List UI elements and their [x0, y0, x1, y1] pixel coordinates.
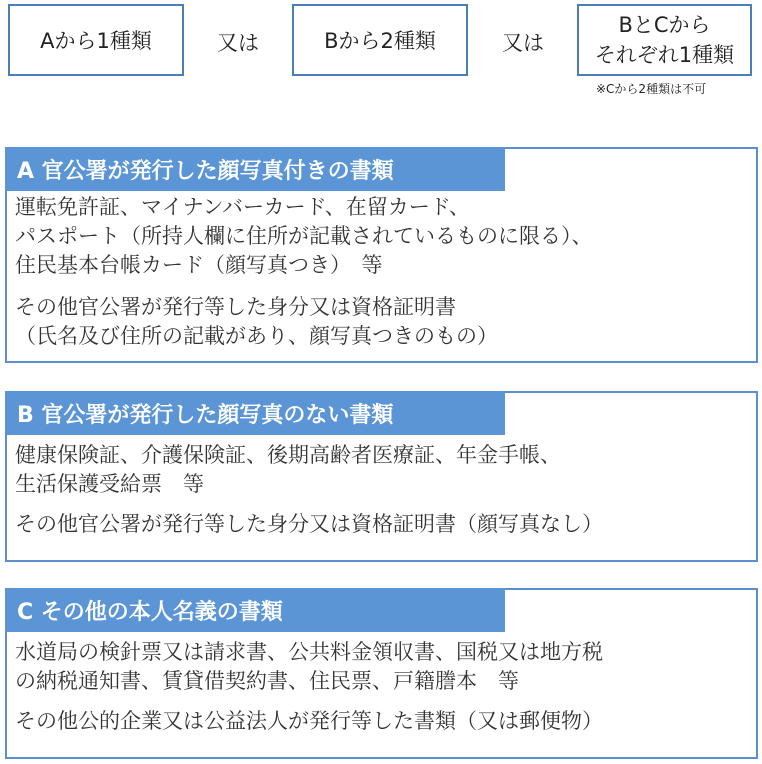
- section-c-other: その他公的企業又は公益法人が発行等した書類（又は郵便物）: [15, 709, 603, 733]
- section-c-title: C その他の本人名義の書類: [17, 599, 283, 625]
- section-a-body: [15, 193, 750, 351]
- section-c: [5, 588, 758, 759]
- section-b-header: [5, 391, 505, 435]
- option-bc-label-line1: BとCから: [618, 13, 711, 37]
- section-b-body: [15, 441, 750, 539]
- section-b: [5, 391, 758, 562]
- or-label-2: 又は: [502, 31, 544, 55]
- option-b-label: Bから2種類: [324, 29, 436, 53]
- section-a-examples: 運転免許証、マイナンバーカード、在留カード、 パスポート（所持人欄に住所が記載されているものに限る）、 住民基本台帳カード（顔写真つき） 等: [15, 195, 593, 277]
- option-a-label: Aから1種類: [40, 29, 152, 53]
- option-a-box: [8, 4, 184, 76]
- section-a: [5, 147, 758, 363]
- section-b-other: その他官公署が発行等した身分又は資格証明書（顔写真なし）: [15, 512, 603, 536]
- section-a-header: [5, 147, 505, 191]
- section-c-examples: 水道局の検針票又は請求書、公共料金領収書、国税又は地方税 の納税通知書、賃貸借契約書、住民票、戸籍謄本 等: [15, 640, 603, 693]
- section-b-examples: 健康保険証、介護保険証、後期高齢者医療証、年金手帳、 生活保護受給票 等: [15, 443, 561, 496]
- section-c-header: [5, 588, 505, 632]
- option-c-note: ※Cから2種類は不可: [596, 82, 707, 96]
- or-label-1: 又は: [217, 31, 259, 55]
- section-c-body: [15, 638, 750, 736]
- option-bc-box: [577, 4, 752, 76]
- option-b-box: [292, 4, 468, 76]
- section-b-title: B 官公署が発行した顔写真のない書類: [17, 402, 394, 428]
- section-a-title: A 官公署が発行した顔写真付きの書類: [17, 158, 394, 184]
- option-bc-label-line2: それぞれ1種類: [594, 43, 735, 67]
- section-a-other: その他官公署が発行等した身分又は資格証明書 （氏名及び住所の記載があり、顔写真つきのもの）: [15, 295, 498, 348]
